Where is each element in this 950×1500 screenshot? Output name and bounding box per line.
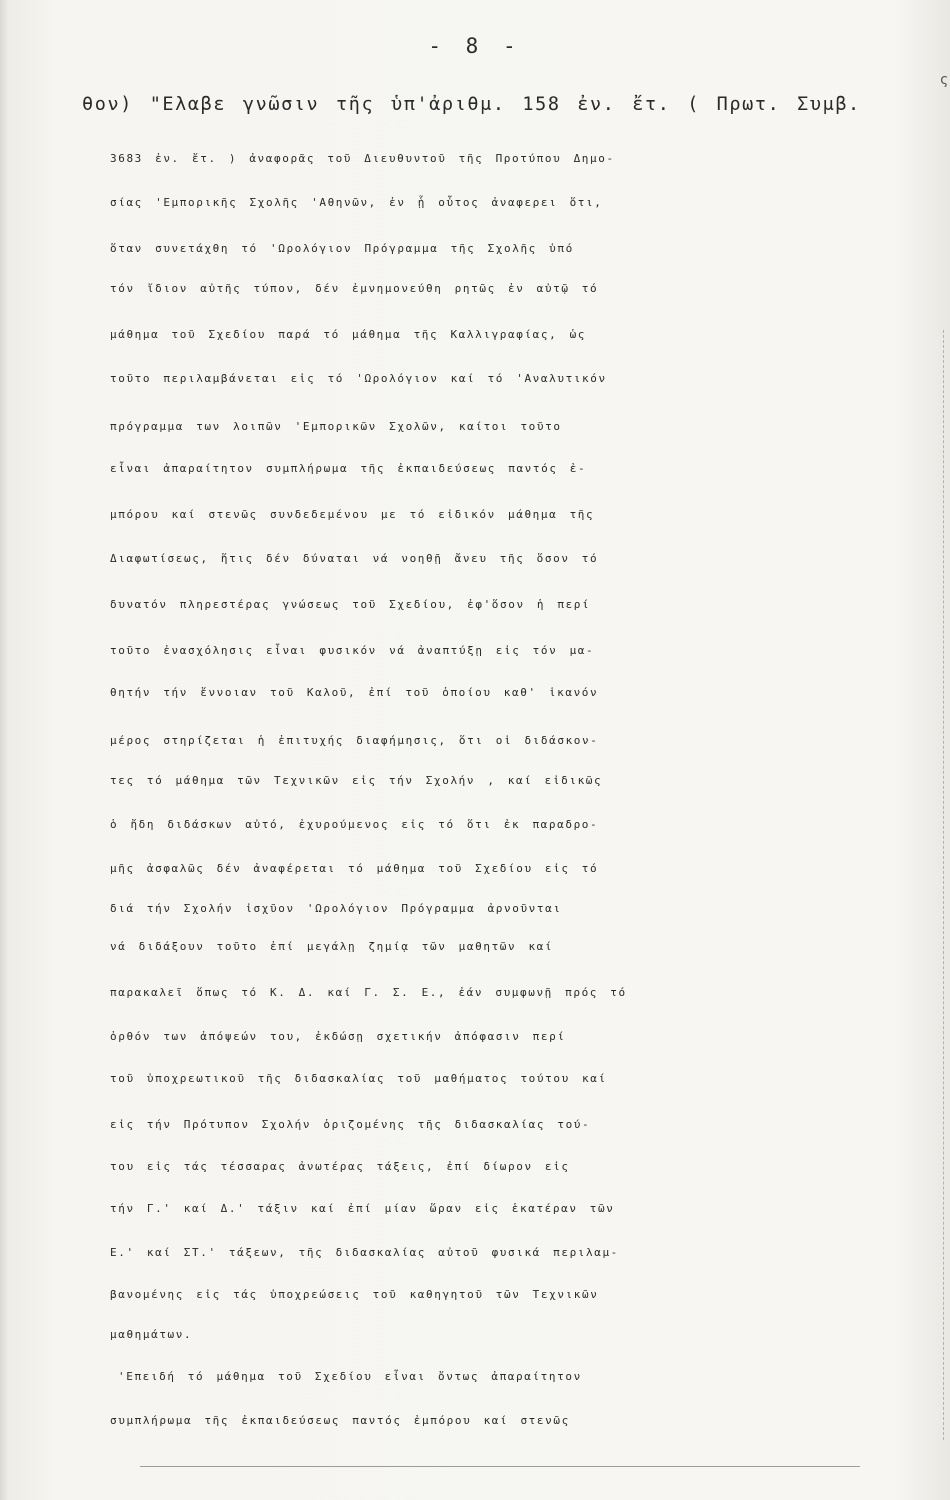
text-line: μαθημάτων. [110,1328,193,1341]
text-line: τοῦτο περιλαμβάνεται εἰς τό 'Ωρολόγιον καί τό 'Αναλυτικόν [110,372,607,385]
text-line: του εἰς τάς τέσσαρας ἀνωτέρας τάξεις, ἐπί δίωρον εἰς [110,1160,570,1173]
text-line: τοῦτο ἐνασχόλησις εἶναι φυσικόν νά ἀναπτύξῃ εἰς τόν μα- [110,644,595,657]
text-line: μάθημα τοῦ Σχεδίου παρά τό μάθημα τῆς Καλλιγραφίας, ὡς [110,328,587,341]
text-line: πρόγραμμα των λοιπῶν 'Εμπορικῶν Σχολῶν, καίτοι τοῦτο [110,420,562,433]
text-line: τοῦ ὑποχρεωτικοῦ τῆς διδασκαλίας τοῦ μαθήματος τούτου καί [110,1072,607,1085]
text-line: 'Επειδή τό μάθημα τοῦ Σχεδίου εἶναι ὄντως ἀπαραίτητον [118,1370,582,1383]
text-line: τόν ἴδιον αὐτῆς τύπον, δέν ἐμνημονεύθη ρητῶς ἐν αὐτῷ τό [110,282,599,295]
text-line: συμπλήρωμα τῆς ἐκπαιδεύσεως παντός ἐμπόρου καί στενῶς [110,1414,570,1427]
text-line: 3683 ἐν. ἔτ. ) ἀναφορᾶς τοῦ Διευθυντοῦ τῆς Προτύπου Δημο- [110,152,615,165]
text-line: μέρος στηρίζεται ἡ ἐπιτυχής διαφήμησις, ὅτι οἱ διδάσκον- [110,734,599,747]
text-line: διά τήν Σχολήν ἰσχῦον 'Ωρολόγιον Πρόγραμμα ἀρνοῦνται [110,902,562,915]
text-line: σίας 'Εμπορικῆς Σχολῆς 'Αθηνῶν, ἐν ᾗ οὗτος ἀναφερει ὅτι, [110,196,603,209]
page-number: - 8 - [428,34,522,58]
text-line: εἶναι ἀπαραίτητον συμπλήρωμα τῆς ἐκπαιδεύσεως παντός ἐ- [110,462,587,475]
text-line: βανομένης εἰς τάς ὑποχρεώσεις τοῦ καθηγητοῦ τῶν Τεχνικῶν [110,1288,599,1301]
text-line: Διαφωτίσεως, ἥτις δέν δύναται νά νοηθῇ ἄνευ τῆς ὅσον τό [110,552,599,565]
text-line: θητήν τήν ἔννοιαν τοῦ Καλοῦ, ἐπί τοῦ ὁποίου καθ' ἱκανόν [110,686,599,699]
text-line: ὁ ἤδη διδάσκων αὐτό, ἐχυρούμενος εἰς τό ὅτι ἐκ παραδρο- [110,818,599,831]
bottom-rule [140,1466,860,1467]
text-line: μῆς ἀσφαλῶς δέν ἀναφέρεται τό μάθημα τοῦ Σχεδίου εἰς τό [110,862,599,875]
text-line: μπόρου καί στενῶς συνδεδεμένου με τό εἰδικόν μάθημα τῆς [110,508,595,521]
text-line: εἰς τήν Πρότυπον Σχολήν ὁριζομένης τῆς διδασκαλίας τού- [110,1118,591,1131]
text-line: δυνατόν πληρεστέρας γνώσεως τοῦ Σχεδίου, ἐφ'ὅσον ἡ περί [110,598,591,611]
text-line: Ε.' καί ΣΤ.' τάξεων, τῆς διδασκαλίας αὐτοῦ φυσικά περιλαμ- [110,1246,619,1259]
text-line: θον) "Ελαβε γνῶσιν τῆς ὑπ'ἀριθμ. 158 ἐν. ἔτ. ( Πρωτ. Συμβ. [82,94,861,115]
edge-mark: ς [939,72,948,88]
text-line: τες τό μάθημα τῶν Τεχνικῶν εἰς τήν Σχολήν , καί εἰδικῶς [110,774,603,787]
text-line: τήν Γ.' καί Δ.' τάξιν καί ἐπί μίαν ὥραν εἰς ἑκατέραν τῶν [110,1202,615,1215]
text-line: ὅταν συνετάχθη τό 'Ωρολόγιον Πρόγραμμα τῆς Σχολῆς ὑπό [110,242,574,255]
text-line: ὀρθόν των ἀπόψεών του, ἐκδώσῃ σχετικήν ἀπόφασιν περί [110,1030,566,1043]
text-line: νά διδάξουν τοῦτο ἐπί μεγάλῃ ζημίᾳ τῶν μαθητῶν καί [110,940,554,953]
page-edge-shadow [0,0,8,1500]
right-margin-marks [942,330,944,1440]
text-line: παρακαλεῖ ὅπως τό Κ. Δ. καί Γ. Σ. Ε., ἐάν συμφωνῇ πρός τό [110,986,627,999]
